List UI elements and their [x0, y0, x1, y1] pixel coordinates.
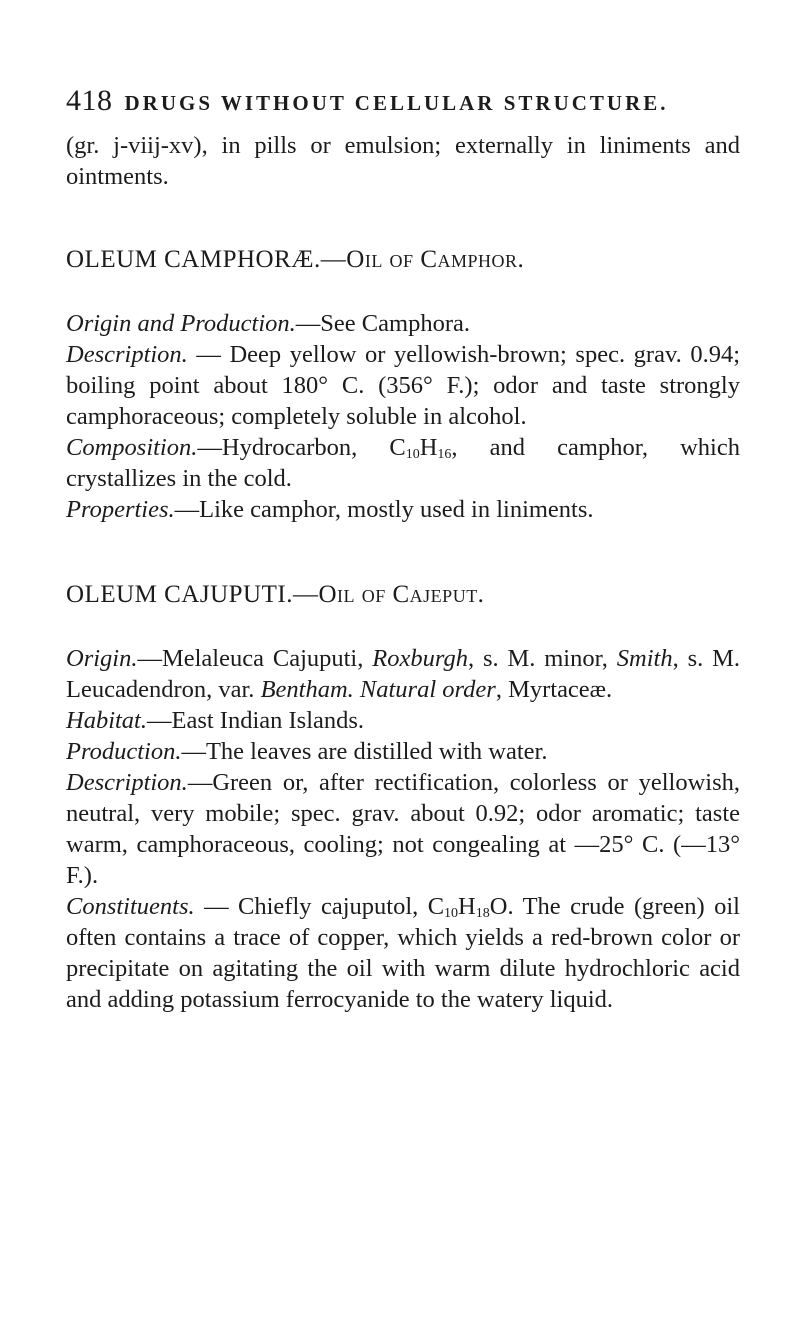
entry-origin	[66, 643, 740, 705]
entry-label: Description.	[66, 341, 188, 368]
section-title	[66, 246, 740, 274]
entry-description	[66, 339, 740, 432]
section-title	[66, 581, 740, 609]
entry-text: , and camphor, which crystallizes in the cold.	[66, 434, 740, 492]
section-oleum-cajuputi	[66, 581, 740, 1015]
title-main: OLEUM CAJUPUTI.	[66, 581, 293, 608]
subscript: 10	[444, 906, 459, 921]
entry-label: Origin.	[66, 645, 138, 672]
subscript: 18	[475, 906, 490, 921]
title-subtitle: Oil of Cajeput.	[318, 581, 485, 608]
entry-habitat	[66, 705, 740, 736]
subscript: 16	[437, 447, 452, 462]
running-head: DRUGS WITHOUT CELLULAR STRUCTURE.	[124, 91, 669, 115]
entry-text: —Like camphor, mostly used in liniments.	[174, 496, 594, 523]
title-dash: —	[320, 246, 347, 273]
entry-description	[66, 767, 740, 891]
entry-text: , s. M. minor,	[467, 645, 617, 672]
entry-properties	[66, 494, 740, 525]
natural-order-label: Natural order	[359, 676, 496, 703]
entry-text: —East Indian Islands.	[147, 707, 365, 734]
entry-label: Constituents.	[66, 893, 195, 920]
entry-text: O. The crude (green) oil often contains a trace of copper, which yields a red-brown color or precipitate on agitating the oil with warm dilute hydrochloric acid and adding potassium ferrocyanide to the watery liquid.	[66, 893, 740, 1013]
entry-text: — Chiefly cajuputol, C	[194, 893, 445, 920]
authority: Bentham.	[260, 676, 354, 703]
entry-label: Origin and Production.	[66, 310, 296, 337]
entry-production	[66, 736, 740, 767]
page-header	[66, 84, 740, 118]
section-oleum-camphorae	[66, 246, 740, 525]
entry-text: —The leaves are distilled with water.	[181, 738, 548, 765]
page-number: 418	[66, 84, 113, 117]
authority: Roxburgh	[372, 645, 468, 672]
entry-text: , Myrtaceæ.	[495, 676, 613, 703]
authority: Smith	[616, 645, 673, 672]
entry-label: Habitat.	[66, 707, 147, 734]
entry-origin-production	[66, 308, 740, 339]
entry-text: —Melaleuca Cajuputi,	[137, 645, 373, 672]
formula-h: H	[419, 434, 438, 461]
entry-composition	[66, 432, 740, 494]
title-main: OLEUM CAMPHORÆ.	[66, 246, 321, 273]
formula-h: H	[458, 893, 476, 920]
entry-label: Composition.	[66, 434, 198, 461]
entry-text: —Hydrocarbon, C	[197, 434, 406, 461]
entry-text: — Deep yellow or yellowish-brown; spec. grav. 0.94; boiling point about 180° C. (356° F.); odor and taste strongly camphoraceous; completely soluble in alcohol.	[66, 341, 740, 430]
book-page	[66, 84, 740, 1071]
title-dash: —	[292, 581, 319, 608]
entry-label: Properties.	[66, 496, 175, 523]
continuation-paragraph: (gr. j-viij-xv), in pills or emulsion; externally in liniments and ointments.	[66, 132, 740, 190]
title-subtitle: Oil of Camphor.	[346, 246, 525, 273]
subscript: 10	[405, 447, 420, 462]
entry-text: , s. M. Leucadendron, var.	[66, 645, 740, 703]
entry-constituents	[66, 891, 740, 1015]
entry-label: Description.	[66, 769, 188, 796]
entry-text: —See Camphora.	[295, 310, 470, 337]
entry-text: —Green or, after rectification, colorless or yellowish, neutral, very mobile; spec. grav. about 0.92; odor aromatic; taste warm, camphoraceous, cooling; not congealing at —25° C. (—13° F.).	[66, 769, 740, 889]
entry-label: Production.	[66, 738, 182, 765]
